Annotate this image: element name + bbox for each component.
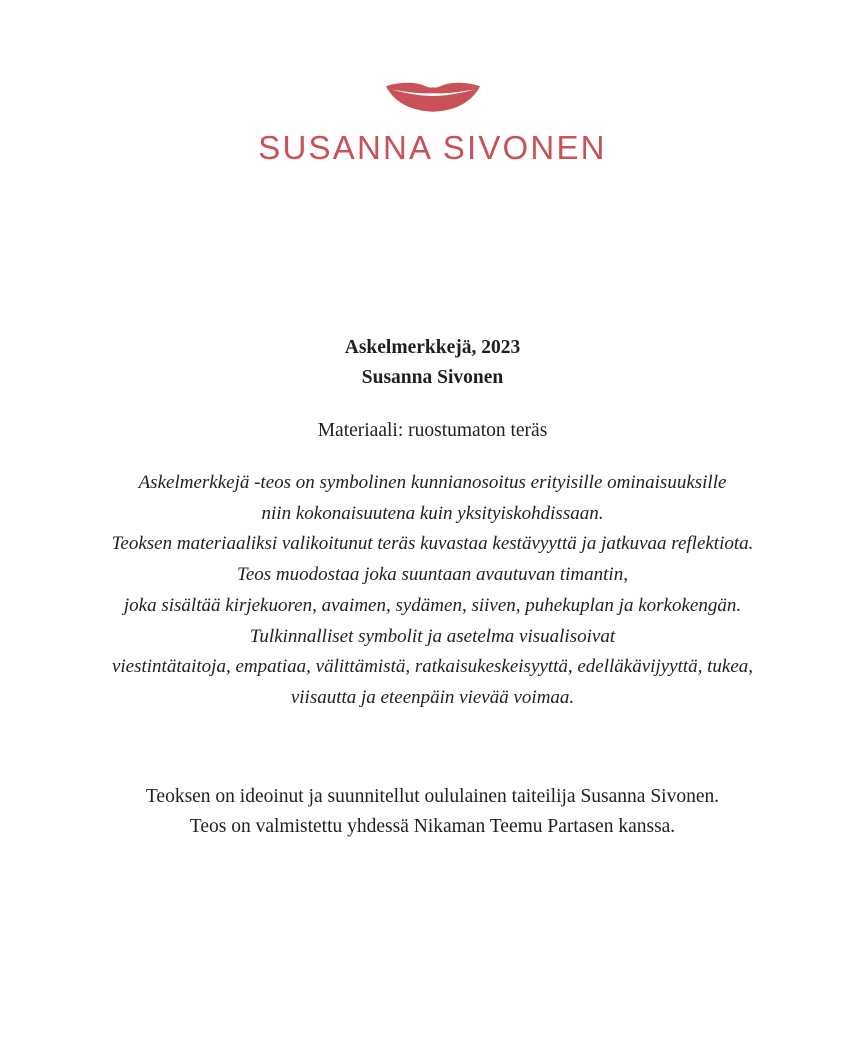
credits-line: Teoksen on ideoinut ja suunnitellut oululainen taiteilija Susanna Sivonen. [145, 785, 720, 807]
brand-name: SUSANNA SIVONEN [258, 129, 607, 166]
artwork-material: Materiaali: ruostumaton teräs [317, 420, 548, 441]
credits-line: Teos on valmistettu yhdessä Nikaman Teemu Partasen kanssa. [189, 815, 676, 837]
description-line: viisautta ja eteenpäin vievää voimaa. [290, 686, 575, 708]
artwork-title: Askelmerkkejä, 2023 [344, 337, 521, 358]
lips-icon [384, 80, 482, 114]
artwork-credits [0, 782, 865, 842]
description-line: joka sisältää kirjekuoren, avaimen, sydämen, siiven, puhekuplan ja korkokengän. [123, 594, 742, 616]
description-line: Askelmerkkejä -teos on symbolinen kunnianosoitus erityisille ominaisuuksille [138, 472, 727, 493]
artwork-description [0, 468, 865, 714]
description-line: Tulkinnalliset symbolit ja asetelma visualisoivat [249, 625, 616, 647]
description-line: viestintätaitoja, empatiaa, välittämistä, ratkaisukeskeisyyttä, edelläkävijyyttä, tukea, [111, 656, 754, 678]
artwork-info [0, 333, 865, 842]
brand-logo [0, 80, 865, 168]
description-line: niin kokonaisuutena kuin yksityiskohdissaan. [261, 502, 604, 524]
description-line: Teoksen materiaaliksi valikoitunut teräs kuvastaa kestävyyttä ja jatkuvaa reflektiota. [111, 533, 754, 555]
description-line: Teos muodostaa joka suuntaan avautuvan timantin, [237, 564, 628, 586]
artwork-author: Susanna Sivonen [361, 367, 504, 388]
